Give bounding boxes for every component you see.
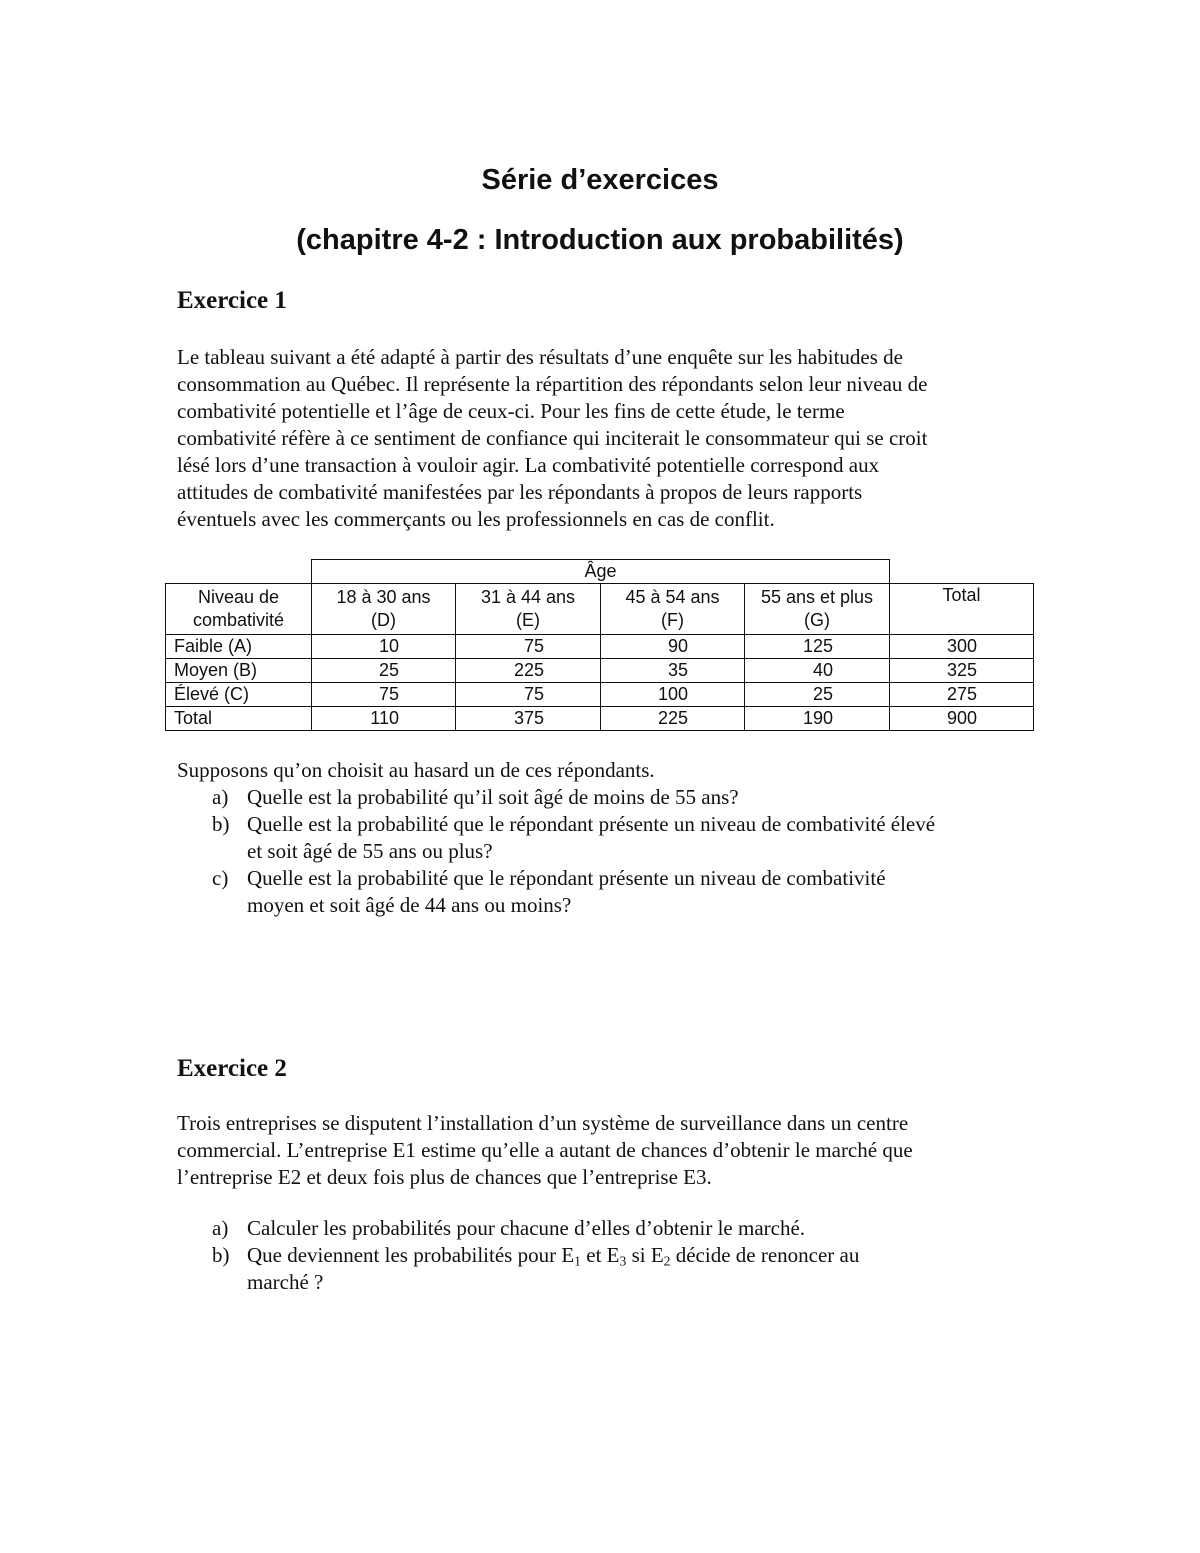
table-cell: 325 bbox=[890, 659, 1034, 683]
document-title: Série d’exercices bbox=[481, 164, 719, 196]
header-line: (E) bbox=[516, 610, 540, 630]
table-cell: 40 bbox=[745, 659, 890, 683]
subscript: 3 bbox=[619, 1253, 627, 1269]
table-cell: 100 bbox=[601, 683, 745, 707]
row-label: Total bbox=[166, 707, 312, 731]
exercise-1-paragraph bbox=[177, 344, 1047, 533]
question-letter: b) bbox=[212, 1243, 230, 1267]
header-line: 31 à 44 ans bbox=[480, 587, 576, 607]
table-cell: 75 bbox=[456, 635, 601, 659]
exercise-2-paragraph bbox=[177, 1110, 1047, 1191]
question-text: décide de renoncer au bbox=[670, 1243, 860, 1267]
column-header-g bbox=[745, 584, 890, 635]
column-header-f bbox=[601, 584, 745, 635]
header-line: 45 à 54 ans bbox=[625, 587, 720, 607]
question-text: Que deviennent les probabilités pour E bbox=[247, 1243, 575, 1267]
table-row bbox=[166, 707, 1034, 731]
question-letter: b) bbox=[212, 812, 230, 836]
exercise-1-heading: Exercice 1 bbox=[177, 287, 287, 314]
subscript: 2 bbox=[663, 1253, 671, 1269]
paragraph-line: attitudes de combativité manifestées par les répondants à propos de leurs rapports bbox=[177, 480, 863, 504]
question-letter: a) bbox=[212, 785, 229, 809]
table-cell: 75 bbox=[312, 683, 456, 707]
row-header-cell bbox=[166, 584, 312, 635]
header-line: (D) bbox=[371, 610, 396, 630]
table-cell: 25 bbox=[745, 683, 890, 707]
table-cell: 90 bbox=[601, 635, 745, 659]
table-cell: 300 bbox=[890, 635, 1034, 659]
header-line: (F) bbox=[661, 610, 684, 630]
paragraph-line: éventuels avec les commerçants ou les professionnels en cas de conflit. bbox=[177, 507, 775, 531]
paragraph-line: Trois entreprises se disputent l’installation d’un système de surveillance dans un centre bbox=[177, 1111, 909, 1135]
table-cell: 900 bbox=[890, 707, 1034, 731]
paragraph-line: combativité réfère à ce sentiment de confiance qui inciterait le consommateur qui se croit bbox=[177, 426, 928, 450]
header-line: Niveau de bbox=[197, 587, 280, 607]
table-cell: 75 bbox=[456, 683, 601, 707]
column-header-total: Total bbox=[890, 584, 1034, 635]
paragraph-line: commercial. L’entreprise E1 estime qu’elle a autant de chances d’obtenir le marché que bbox=[177, 1138, 913, 1162]
exercise-2-heading: Exercice 2 bbox=[177, 1055, 287, 1082]
subscript: 1 bbox=[574, 1253, 581, 1269]
column-header-e bbox=[456, 584, 601, 635]
table-cell: 225 bbox=[601, 707, 745, 731]
table-cell: 375 bbox=[456, 707, 601, 731]
question-item bbox=[212, 865, 1052, 919]
paragraph-line: Le tableau suivant a été adapté à partir des résultats d’une enquête sur les habitudes de bbox=[177, 345, 903, 369]
paragraph-line: l’entreprise E2 et deux fois plus de chances que l’entreprise E3. bbox=[177, 1165, 712, 1189]
question-item bbox=[212, 1242, 1052, 1296]
table-row bbox=[166, 659, 1034, 683]
row-label: Élevé (C) bbox=[166, 683, 312, 707]
table-cell: 35 bbox=[601, 659, 745, 683]
question-text: moyen et soit âgé de 44 ans ou moins? bbox=[247, 893, 572, 917]
table-cell: 10 bbox=[312, 635, 456, 659]
question-text: et soit âgé de 55 ans ou plus? bbox=[247, 839, 493, 863]
table-cell: 25 bbox=[312, 659, 456, 683]
document-subtitle: (chapitre 4-2 : Introduction aux probabilités) bbox=[296, 224, 904, 256]
combativity-age-table bbox=[165, 559, 1034, 731]
age-header-cell: Âge bbox=[312, 560, 890, 584]
question-text: Quelle est la probabilité qu’il soit âgé de moins de 55 ans? bbox=[247, 785, 739, 809]
header-line: (G) bbox=[804, 610, 830, 630]
table-empty-cell bbox=[166, 560, 312, 584]
question-text: si E bbox=[626, 1243, 664, 1267]
question-text: Quelle est la probabilité que le répondant présente un niveau de combativité bbox=[247, 866, 886, 890]
question-text: Quelle est la probabilité que le répondant présente un niveau de combativité élevé bbox=[247, 812, 936, 836]
table-header-row bbox=[166, 584, 1034, 635]
exercise-1-questions bbox=[212, 784, 1052, 919]
row-label: Faible (A) bbox=[166, 635, 312, 659]
question-text: et E bbox=[581, 1243, 620, 1267]
table-empty-cell bbox=[890, 560, 1034, 584]
column-header-d bbox=[312, 584, 456, 635]
header-line: 18 à 30 ans bbox=[336, 587, 431, 607]
row-label: Moyen (B) bbox=[166, 659, 312, 683]
table-cell: 190 bbox=[745, 707, 890, 731]
exercise-1-intro: Supposons qu’on choisit au hasard un de ces répondants. bbox=[177, 758, 655, 782]
table-row bbox=[166, 635, 1034, 659]
question-text: Calculer les probabilités pour chacune d’elles d’obtenir le marché. bbox=[247, 1216, 806, 1240]
table-cell: 275 bbox=[890, 683, 1034, 707]
table-row bbox=[166, 683, 1034, 707]
header-line: combativité bbox=[192, 610, 285, 630]
paragraph-line: consommation au Québec. Il représente la répartition des répondants selon leur niveau de bbox=[177, 372, 928, 396]
question-item bbox=[212, 1215, 1052, 1242]
table-cell: 125 bbox=[745, 635, 890, 659]
paragraph-line: combativité potentielle et l’âge de ceux-ci. Pour les fins de cette étude, le terme bbox=[177, 399, 845, 423]
table-cell: 110 bbox=[312, 707, 456, 731]
paragraph-line: lésé lors d’une transaction à vouloir agir. La combativité potentielle correspond aux bbox=[177, 453, 880, 477]
table-age-row bbox=[166, 560, 1034, 584]
question-letter: c) bbox=[212, 866, 229, 890]
question-letter: a) bbox=[212, 1216, 229, 1240]
question-text: marché ? bbox=[247, 1270, 324, 1294]
exercise-2-questions bbox=[212, 1215, 1052, 1296]
question-item bbox=[212, 811, 1052, 865]
question-item bbox=[212, 784, 1052, 811]
header-line: 55 ans et plus bbox=[760, 587, 874, 607]
table-cell: 225 bbox=[456, 659, 601, 683]
